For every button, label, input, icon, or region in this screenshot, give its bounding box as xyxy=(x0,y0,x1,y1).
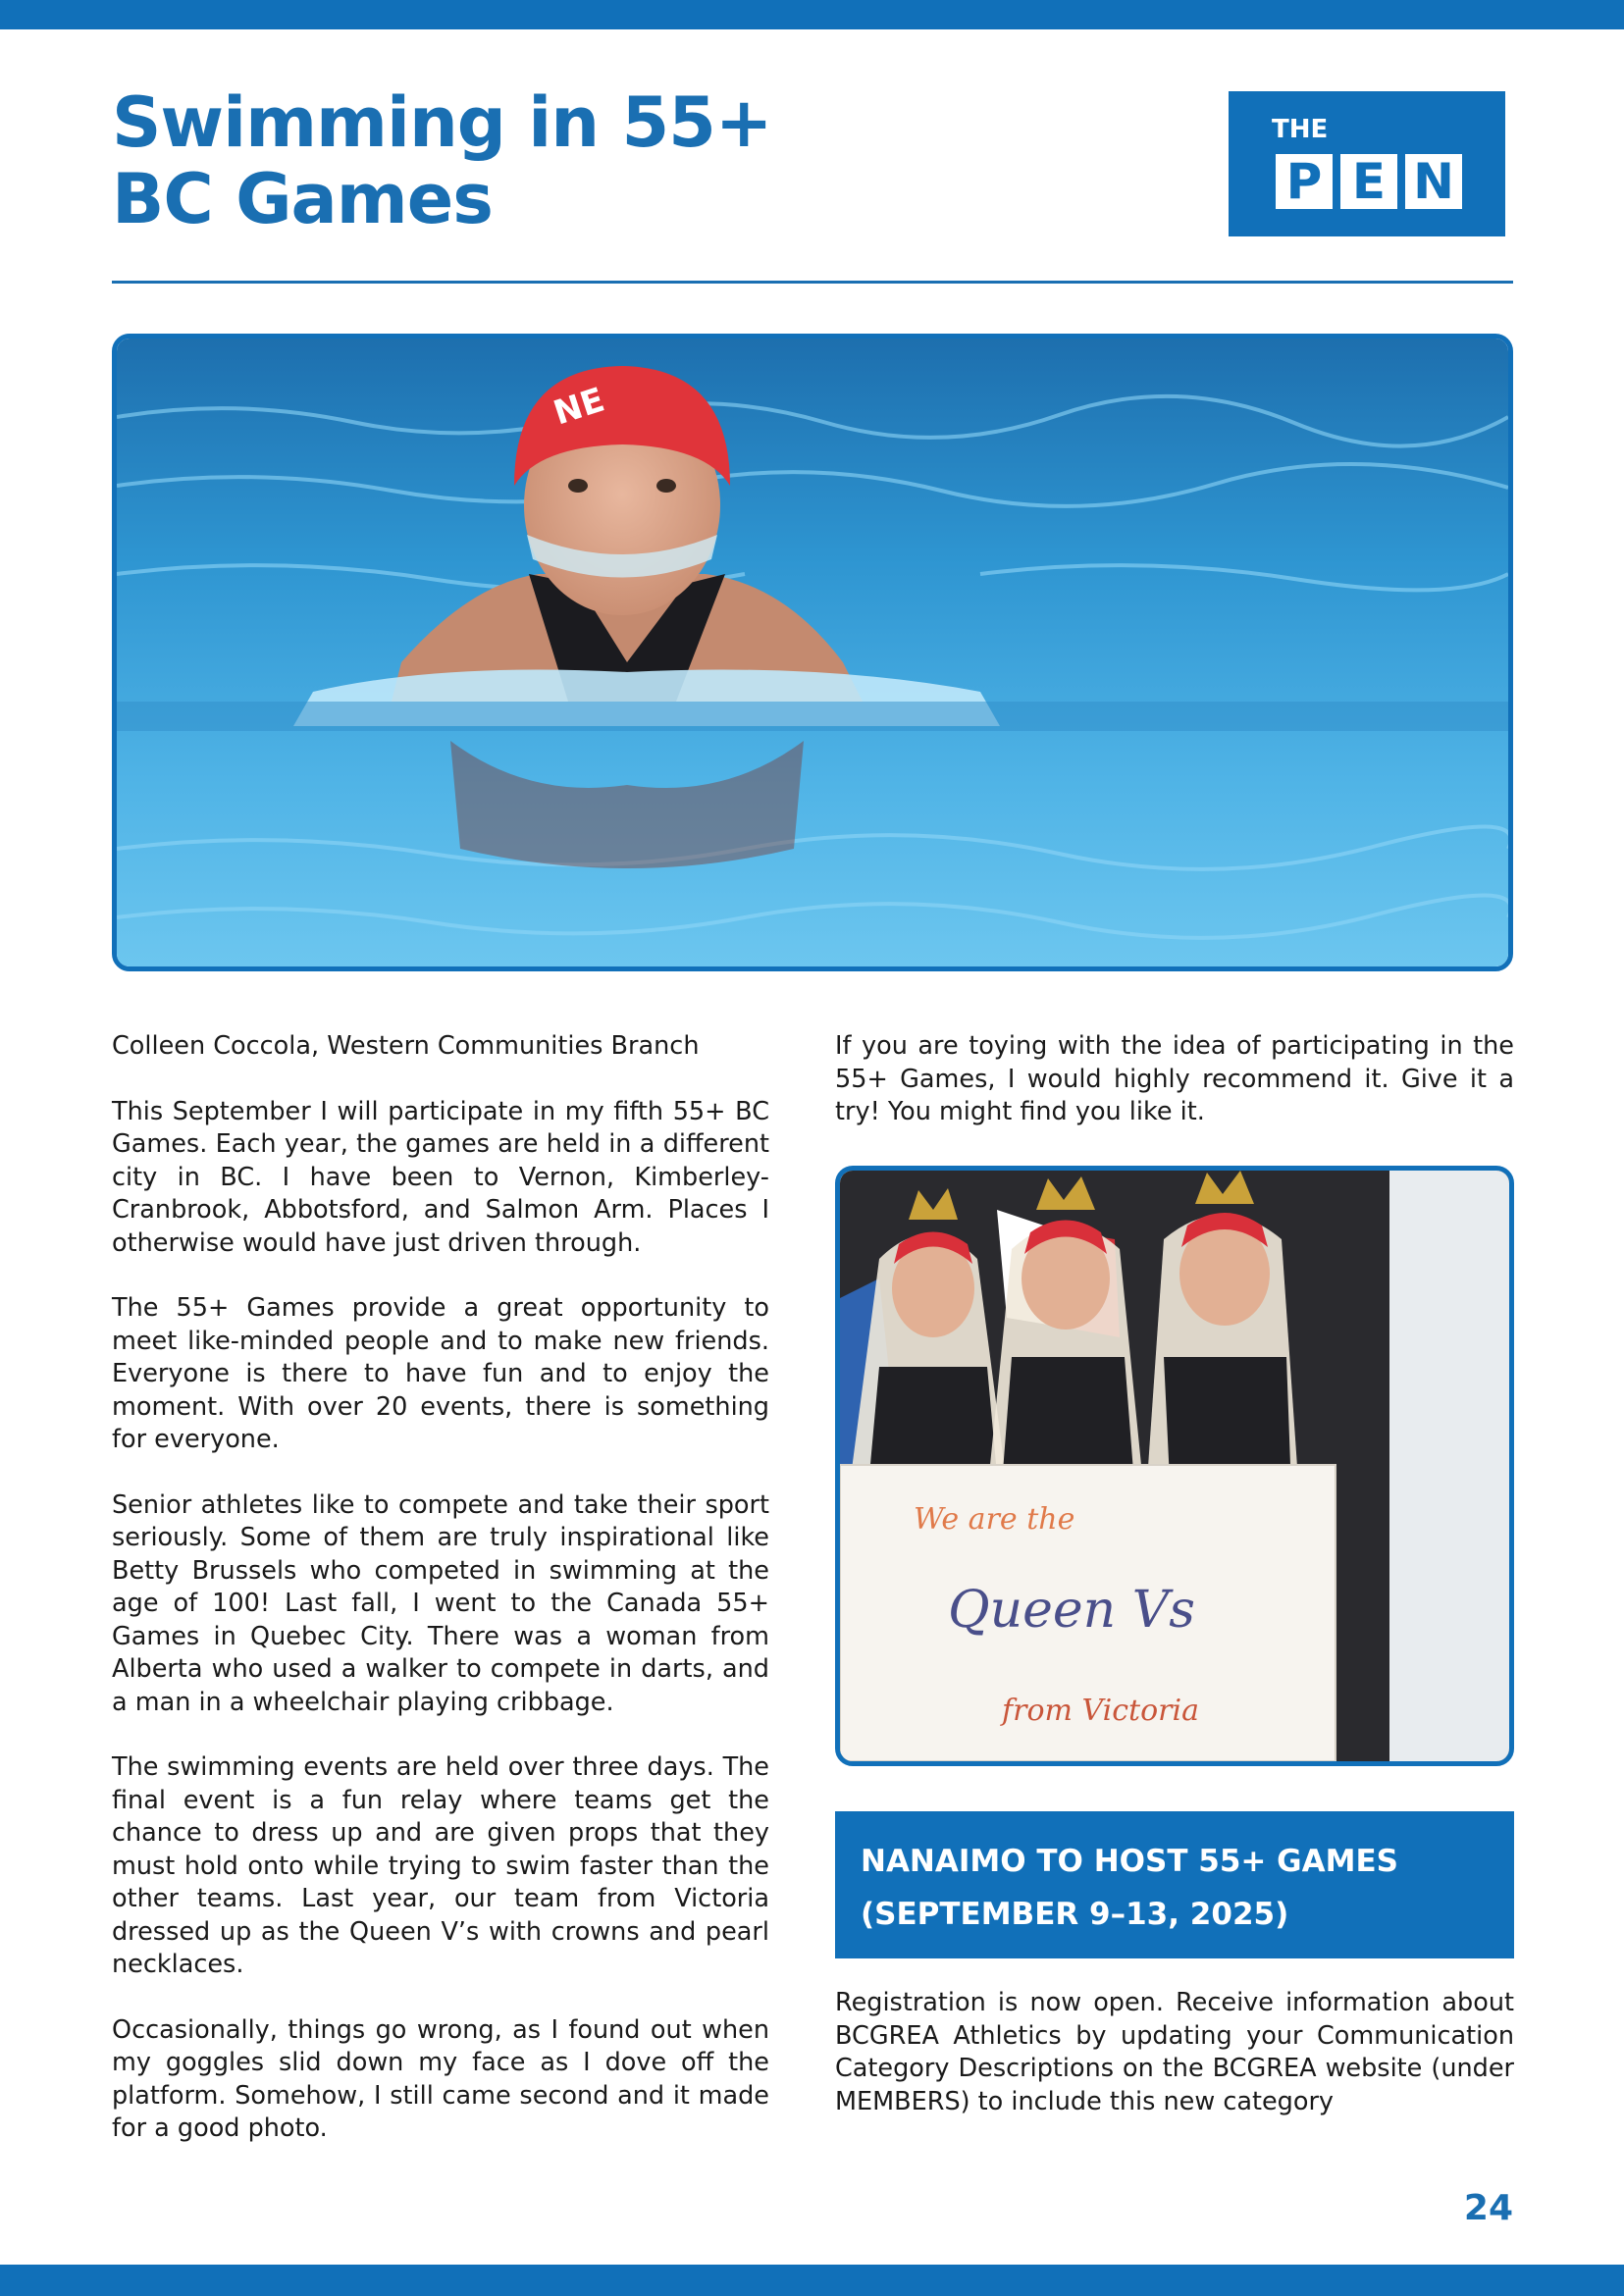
page-number: 24 xyxy=(1463,2188,1513,2228)
article-paragraph: If you are toying with the idea of participating in the 55+ Games, I would highly recommend it. Give it a try! You might find you like it. xyxy=(835,1031,1514,1126)
sign-line-1: We are the xyxy=(914,1502,1075,1537)
logo-letter-n: N xyxy=(1405,154,1462,209)
article-byline: Colleen Coccola, Western Communities Branch xyxy=(112,1031,700,1061)
callout-heading-line1: NANAIMO TO HOST 55+ GAMES xyxy=(861,1844,1398,1879)
article-paragraph: The swimming events are held over three days. The final event is a fun relay where teams get the chance to dress up and are given props that they must hold onto while trying to swim faster than the other teams. Last year, our team from Victoria dressed up as the Queen V’s with crowns and pearl necklaces. xyxy=(112,1752,769,1979)
bottom-color-bar xyxy=(0,2265,1624,2296)
sign-line-2: Queen Vs xyxy=(948,1581,1195,1640)
queen-vs-photo xyxy=(835,1166,1514,1766)
article-left-column xyxy=(112,1030,769,2178)
page-title: Swimming in 55+ BC Games xyxy=(112,82,772,239)
title-divider xyxy=(112,281,1513,284)
article-right-column xyxy=(835,1030,1514,1162)
cap-text: NE xyxy=(549,380,609,434)
article-paragraph: Occasionally, things go wrong, as I found out when my goggles slid down my face as I dove off the platform. Somehow, I still came second and it made for a good photo. xyxy=(112,2014,769,2143)
the-pen-logo xyxy=(1229,91,1505,236)
swimmer-photo xyxy=(112,334,1513,971)
callout-body xyxy=(835,1987,1514,2151)
top-color-bar xyxy=(0,0,1624,29)
callout-heading-line2: (SEPTEMBER 9–13, 2025) xyxy=(861,1897,1289,1932)
logo-letter-e: E xyxy=(1340,154,1397,209)
logo-small-text: THE xyxy=(1272,115,1329,144)
article-paragraph: Senior athletes like to compete and take their sport seriously. Some of them are truly inspirational like Betty Brussels who competed in swimming at the age of 100! Last fall, I went to the Canada 55+ Games in Quebec City. There was a woman from Alberta who used a walker to compete in darts, and a man in a wheelchair playing cribbage. xyxy=(112,1489,769,1717)
sign-line-3: from Victoria xyxy=(1002,1694,1199,1728)
logo-letters xyxy=(1276,154,1462,209)
logo-letter-p: P xyxy=(1276,154,1333,209)
callout-body-text: Registration is now open. Receive information about BCGREA Athletics by updating your Communication Category Descriptions on the BCGREA website (under MEMBERS) to include this new category xyxy=(835,1988,1514,2116)
article-paragraph: The 55+ Games provide a great opportunity to meet like-minded people and to make new friends. Everyone is there to have fun and to enjoy the moment. With over 20 events, there is something for everyone. xyxy=(112,1293,769,1454)
article-paragraph: This September I will participate in my fifth 55+ BC Games. Each year, the games are held in a different city in BC. I have been to Vernon, Kimberley-Cranbrook, Abbotsford, and Salmon Arm. Places I otherwise would have just driven through. xyxy=(112,1096,769,1258)
nanaimo-callout-box xyxy=(835,1811,1514,1958)
